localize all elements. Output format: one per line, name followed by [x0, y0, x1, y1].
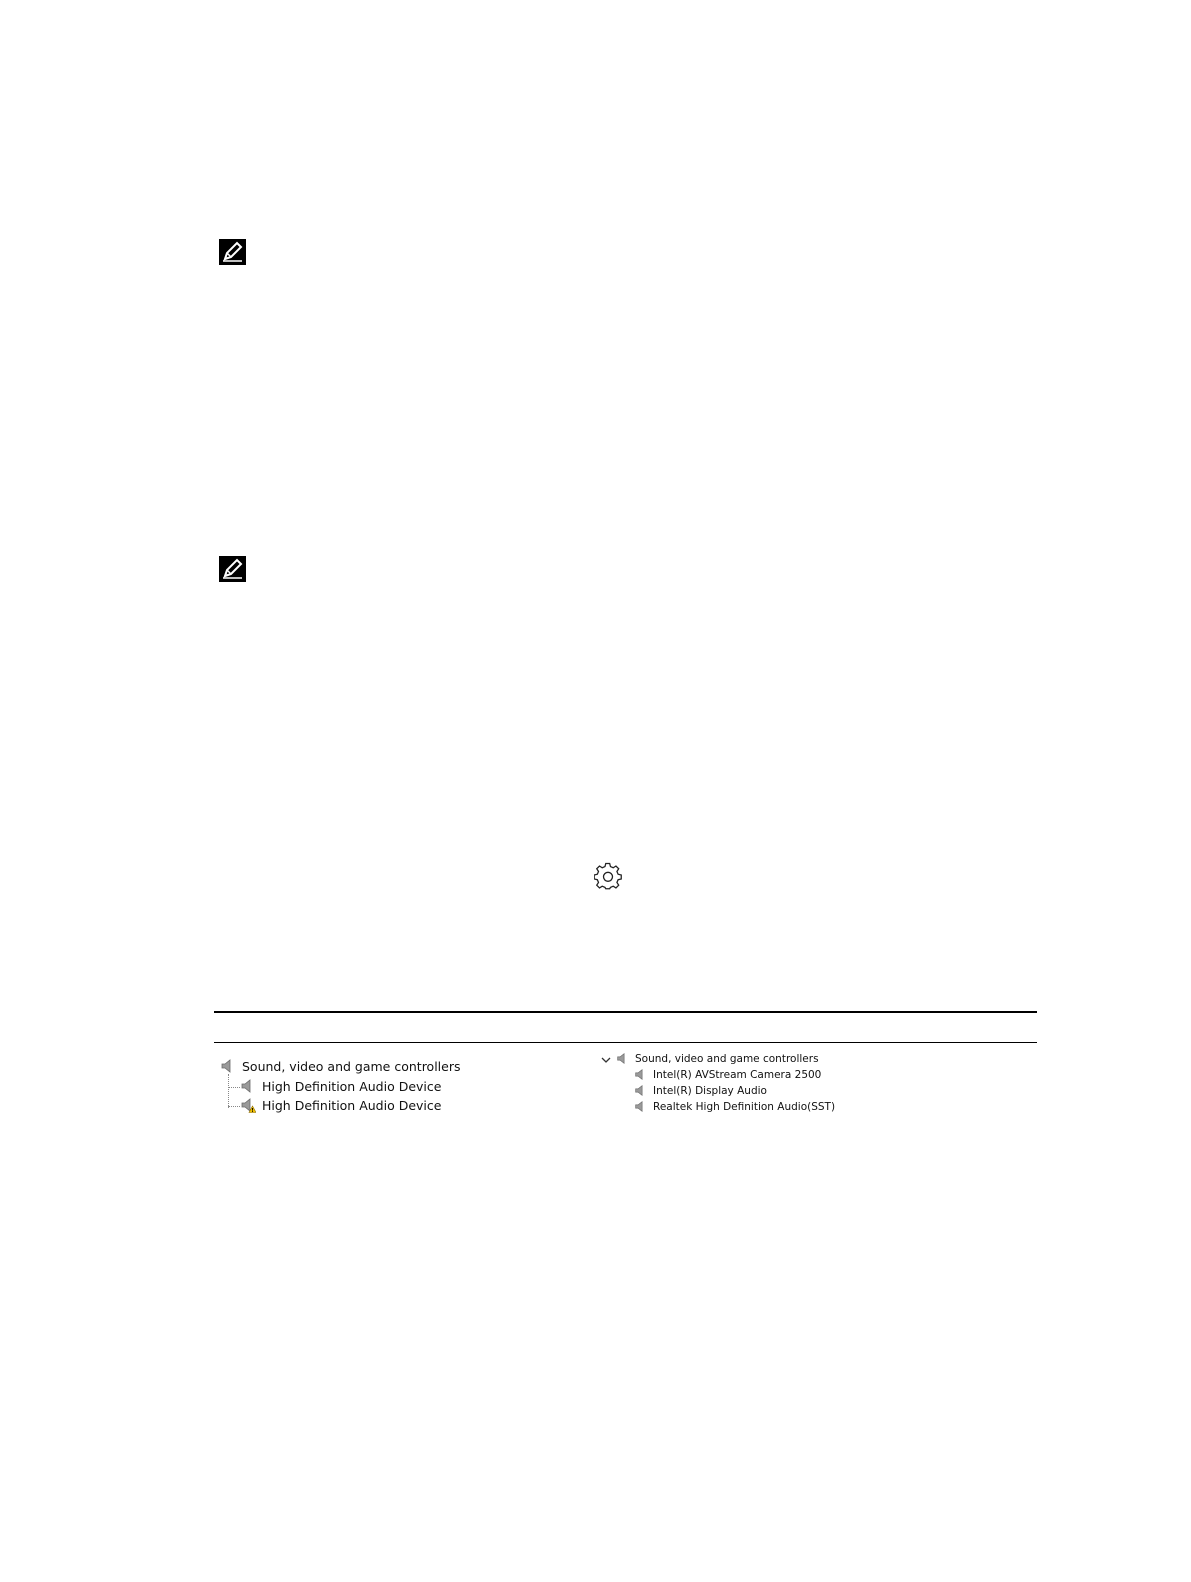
speaker-warning-icon: [240, 1097, 256, 1113]
device-tree-left: [216, 1054, 461, 1120]
device-label: Intel(R) AVStream Camera 2500: [653, 1068, 822, 1081]
divider-top: [214, 1011, 1037, 1013]
speaker-icon: [616, 1052, 629, 1065]
speaker-icon: [634, 1084, 647, 1097]
speaker-icon: [220, 1058, 236, 1074]
device-label: High Definition Audio Device: [262, 1078, 442, 1094]
divider-bottom: [214, 1042, 1037, 1043]
category-label: Sound, video and game controllers: [635, 1052, 819, 1065]
tree-connector: [228, 1074, 229, 1108]
device-tree-right: [598, 1050, 838, 1118]
speaker-icon: [634, 1100, 647, 1113]
device-label: High Definition Audio Device: [262, 1097, 442, 1113]
speaker-icon: [634, 1068, 647, 1081]
category-label: Sound, video and game controllers: [242, 1058, 461, 1074]
tree-item[interactable]: [240, 1078, 441, 1094]
tree-item[interactable]: [634, 1100, 835, 1113]
tree-category[interactable]: [616, 1052, 819, 1065]
tree-category[interactable]: [220, 1058, 461, 1074]
gear-icon: [594, 862, 622, 890]
tree-item[interactable]: [634, 1068, 821, 1081]
chevron-down-icon[interactable]: [600, 1054, 612, 1066]
speaker-icon: [240, 1078, 256, 1094]
tree-item[interactable]: [240, 1097, 441, 1113]
note-pencil-icon: [219, 556, 246, 582]
device-label: Realtek High Definition Audio(SST): [653, 1100, 836, 1113]
note-pencil-icon: [219, 239, 246, 265]
tree-item[interactable]: [634, 1084, 767, 1097]
tree-connector: [228, 1087, 240, 1088]
device-label: Intel(R) Display Audio: [653, 1084, 767, 1097]
tree-connector: [228, 1106, 240, 1107]
